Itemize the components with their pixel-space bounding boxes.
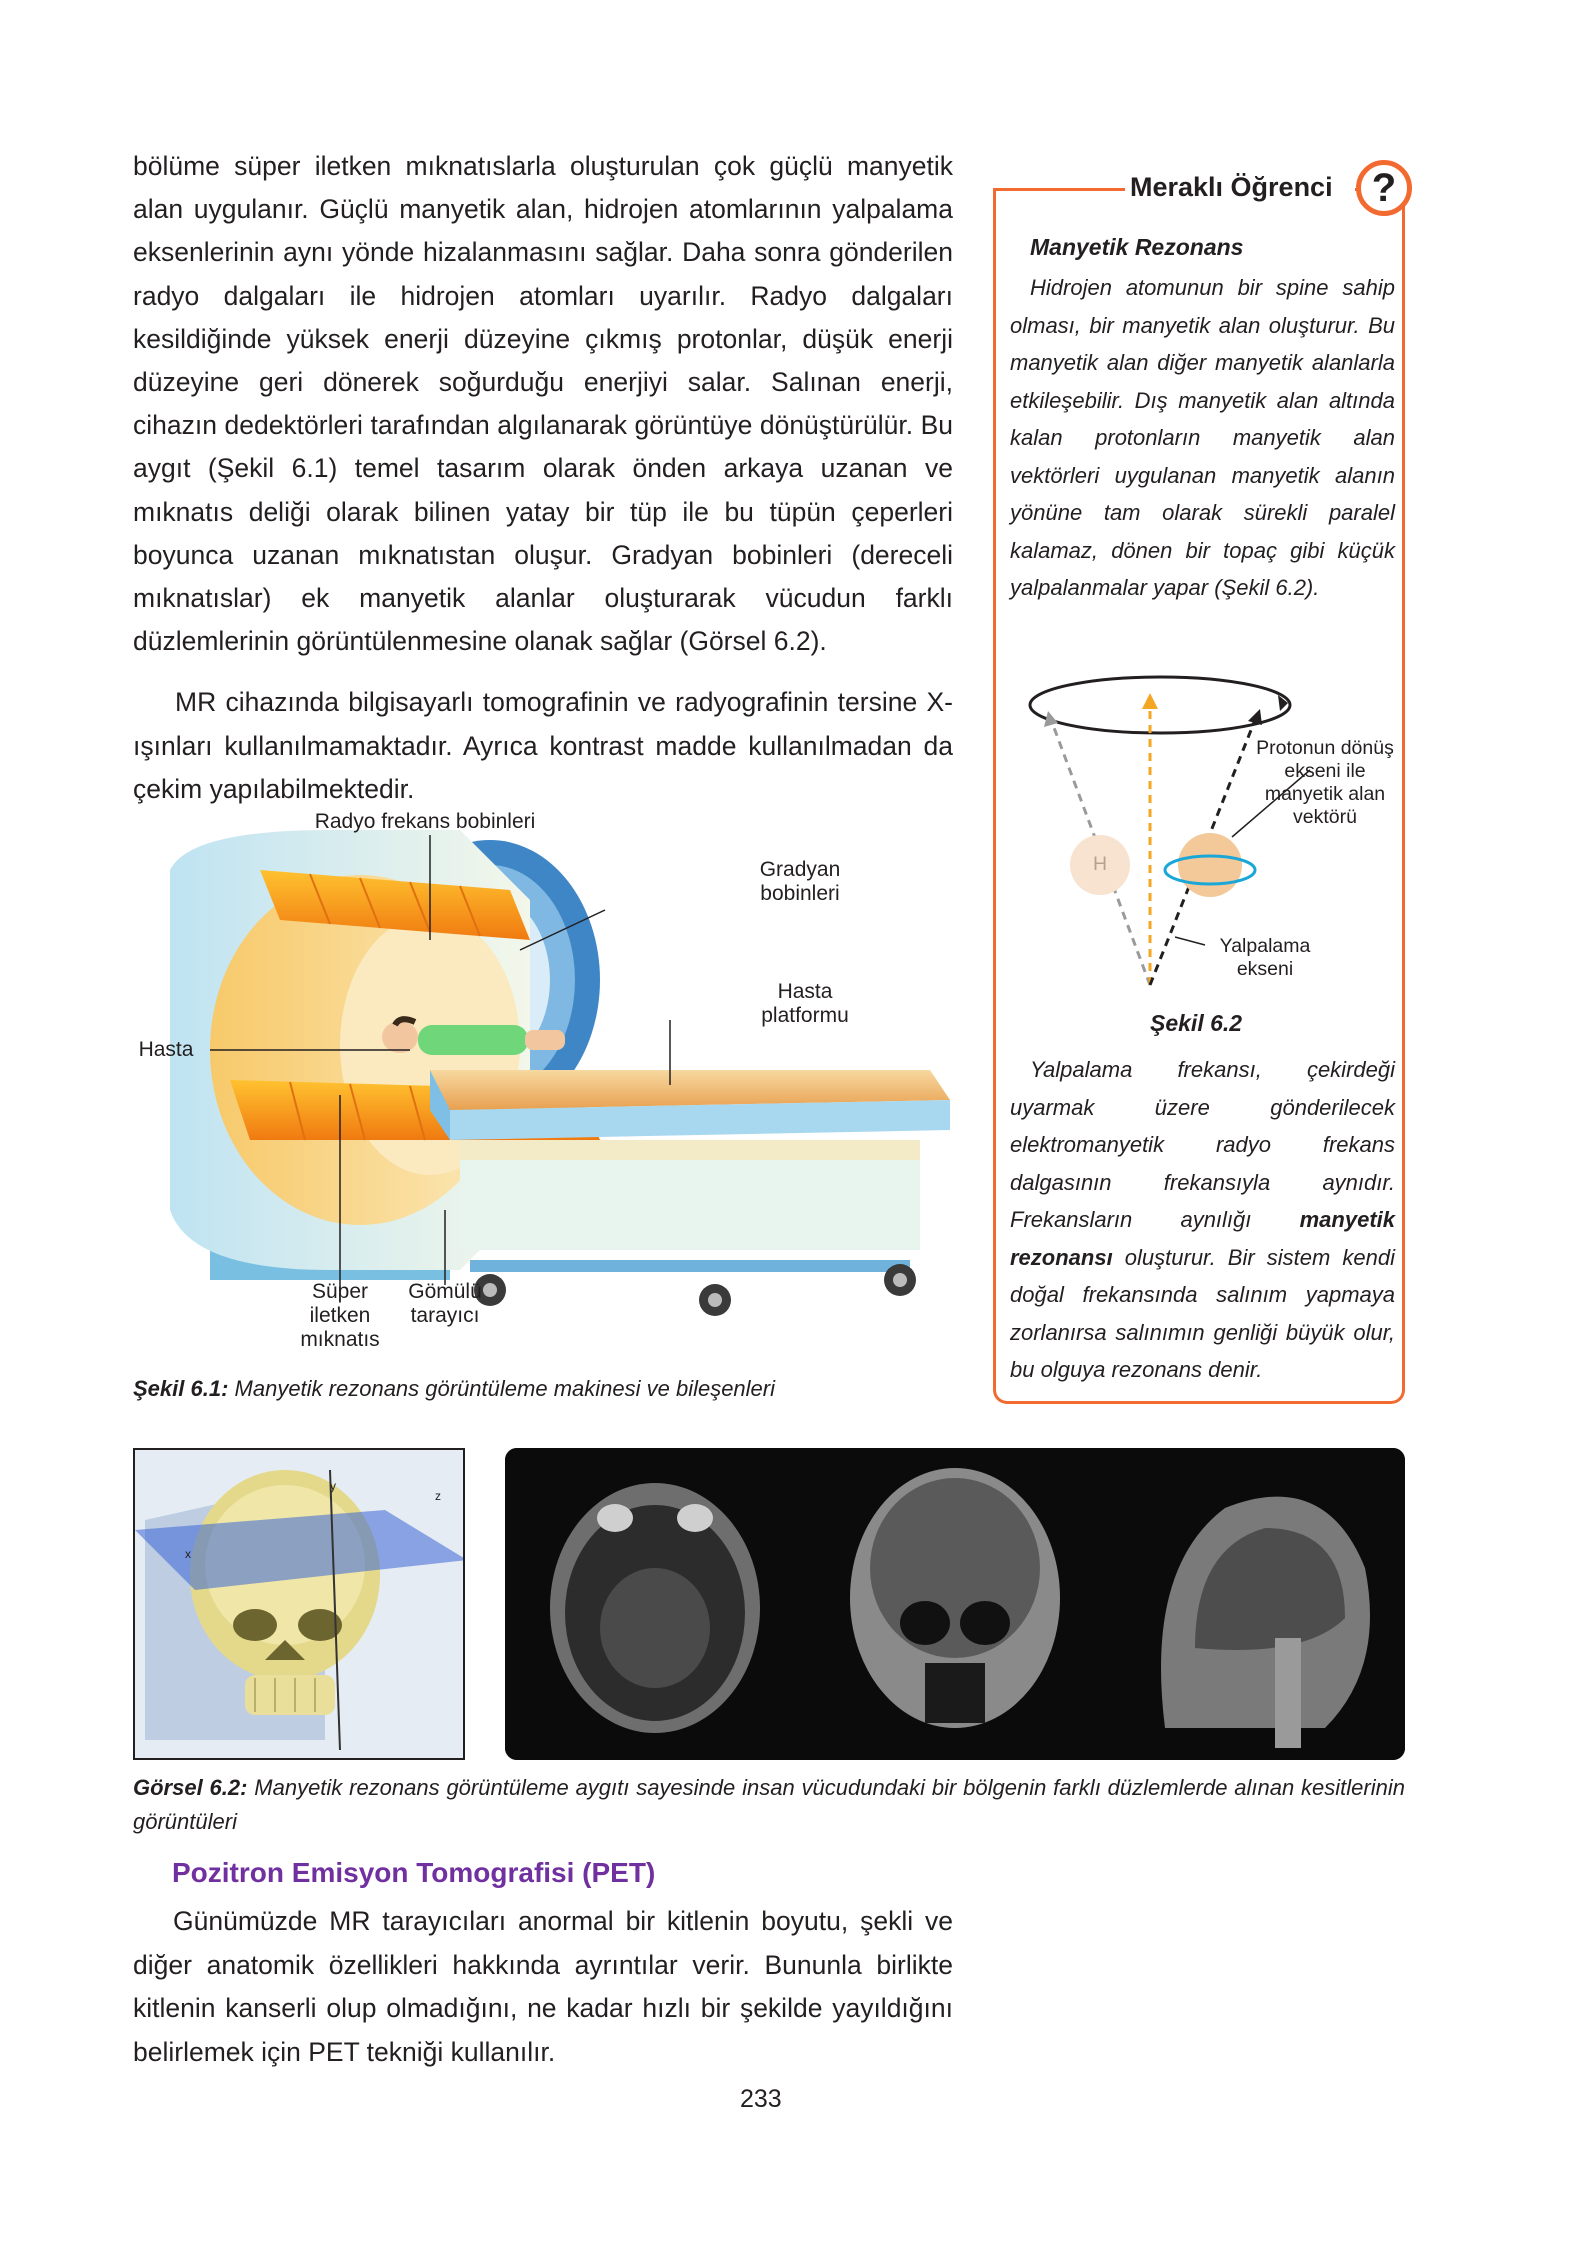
sidebox-paragraph-2-a: Yalpalama frekansı, çekirdeği uyarmak üzere gönderilecek elektromanyetik radyo frekans dalgasının frekansıyla aynıdır. Frekansların aynılığı (1010, 1057, 1395, 1232)
skull-with-planes-illustration (135, 1450, 465, 1760)
mri-scans-illustration (505, 1448, 1405, 1760)
label-spin-axis: Protonun dönüş ekseni ile manyetik alan vektörü (1256, 737, 1394, 828)
question-mark-icon: ? (1356, 160, 1412, 216)
gorsel-6-2-caption-label: Görsel 6.2: (133, 1775, 248, 1800)
pet-heading: Pozitron Emisyon Tomografisi (PET) (172, 1857, 656, 1888)
gorsel-6-2-caption (133, 1771, 1405, 1839)
skull-planes-image (133, 1448, 465, 1760)
sidebox-title: Meraklı Öğrenci (1130, 172, 1333, 202)
main-paragraph-2: MR cihazında bilgisayarlı tomografinin ve radyografinin tersine X-ışınları kullanılmamaktadır. Ayrıca kontrast madde kullanılmadan da çekim yapılabilmektedir. (133, 687, 953, 804)
label-embedded-scanner: Gömülü tarayıcı (408, 1280, 482, 1327)
page-number: 233 (740, 2085, 782, 2113)
figure-6-2-caption: Şekil 6.2 (1150, 1010, 1243, 1036)
main-paragraph-1: bölüme süper iletken mıknatıslarla oluşturulan çok güçlü manyetik alan uygulanır. Güçlü manyetik alan, hidrojen atomlarının yalpalama eksenlerinin aynı yönde hizalanmasını sağlar. Daha sonra gönderilen radyo dalgaları ile hidrojen atomları uyarılır. Radyo dalgaları kesildiğinde yüksek enerji düzeyine çıkmış protonlar, düşük enerji düzeyine geri dönerek soğurduğu enerjiyi salar. Salınan enerji, cihazın dedektörleri tarafından algılanarak görüntüye dönüştürülür. Bu aygıt (Şekil 6.1) temel tasarım olarak önden arkaya uzanan ve mıknatıs deliği olarak bilinen yatay bir tüp ile bu tüpün çeperleri boyunca uzanan mıknatıstan oluşur. Gradyan bobinleri (dereceli mıknatıslar) ek manyetik alanlar oluşturarak vücudun farklı düzlemlerinin görüntülenmesine olanak sağlar (Görsel 6.2). (133, 151, 953, 657)
mri-scans-image (505, 1448, 1405, 1760)
label-patient: Hasta (138, 1038, 194, 1061)
axis-label-y: y (330, 1479, 336, 1493)
axis-label-x: x (185, 1547, 191, 1561)
pet-paragraph: Günümüzde MR tarayıcıları anormal bir kitlenin boyutu, şekli ve diğer anatomik özellikleri hakkında ayrıntılar verir. Bununla birlikte kitlenin kanserli olup olmadığını, ne kadar hızlı bir şekilde yayıldığını belirlemek için PET tekniği kullanılır. (133, 1906, 953, 2067)
figure-6-1-caption (133, 1376, 775, 1402)
gorsel-6-2-caption-text: Manyetik rezonans görüntüleme aygıtı sayesinde insan vücudundaki bir bölgenin farklı düzlemlerde alınan kesitlerinin görüntüleri (133, 1775, 1405, 1834)
label-superconducting-magnet: Süper iletken mıknatıs (300, 1280, 380, 1351)
label-rf-coils: Radyo frekans bobinleri (314, 810, 536, 833)
axis-label-z: z (435, 1489, 441, 1503)
sidebox-paragraph-2-bold: manyetik rezonansı (1010, 1207, 1395, 1270)
label-h-atom: H (1092, 853, 1108, 875)
figure-6-1-caption-text: Manyetik rezonans görüntüleme makinesi ve bileşenleri (234, 1376, 776, 1401)
sidebox-paragraph-2-b: oluşturur. Bir sistem kendi doğal frekansında salınım yapmaya zorlanırsa salınımın genliği büyük olur, bu olguya rezonans denir. (1010, 1244, 1395, 1382)
sidebox-paragraph-1: Hidrojen atomunun bir spine sahip olması, bir manyetik alan oluşturur. Bu manyetik alan diğer manyetik alanlarla etkileşebilir. Dış manyetik alan altında kalan protonların manyetik alan vektörleri uygulanan manyetik alanın yönüne tam olarak sürekli paralel kalamaz, dönen bir topaç gibi küçük yalpalanmalar yapar (Şekil 6.2). (1010, 275, 1395, 600)
label-gradient-coils: Gradyan bobinleri (759, 858, 841, 905)
sidebox-paragraph-2 (1010, 1051, 1395, 1389)
precession-figure (1010, 675, 1400, 1015)
mri-machine-figure (130, 810, 970, 1370)
label-patient-platform: Hasta platformu (761, 980, 849, 1027)
label-precession-axis: Yalpalama ekseni (1219, 935, 1311, 980)
sidebox-subtitle: Manyetik Rezonans (1030, 234, 1244, 260)
main-text (133, 145, 953, 811)
figure-6-1-caption-label: Şekil 6.1: (133, 1376, 229, 1401)
